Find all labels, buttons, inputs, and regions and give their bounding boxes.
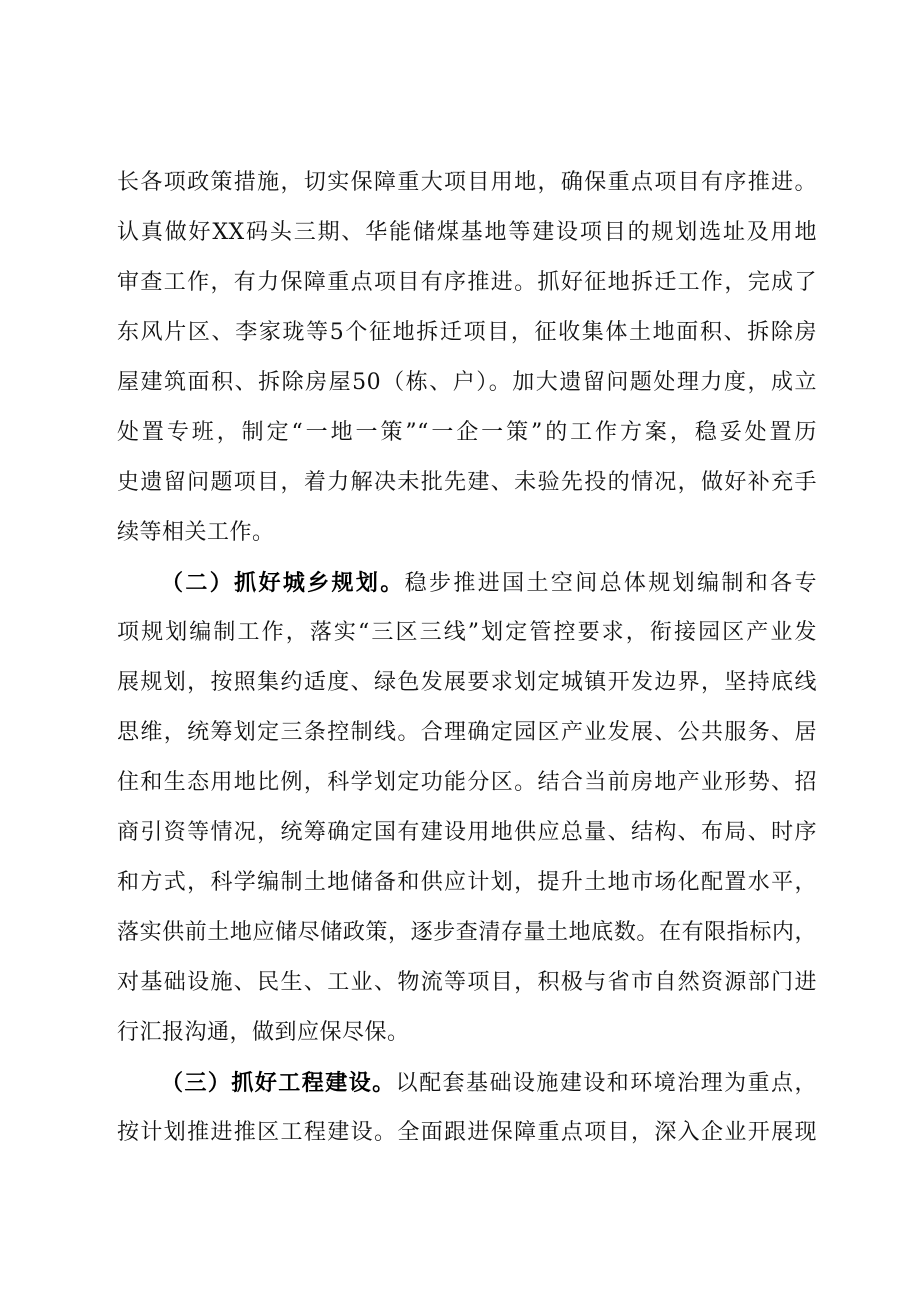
body-line: 史遗留问题项目，着力解决未批先建、未验先投的情况，做好补充手 xyxy=(117,470,817,495)
body-line: 行汇报沟通，做到应保尽保。 xyxy=(117,1020,410,1045)
body-line: 审查工作，有力保障重点项目有序推进。抓好征地拆迁工作，完成了 xyxy=(117,270,817,295)
body-line: 商引资等情况，统筹确定国有建设用地供应总量、结构、布局、时序 xyxy=(117,820,817,845)
section-3-first-line xyxy=(161,1061,817,1105)
section-3-first-line-text: 以配套基础设施建设和环境治理为重点， xyxy=(395,1071,817,1096)
body-line: 处置专班，制定“一地一策”“一企一策”的工作方案，稳妥处置历 xyxy=(117,420,817,445)
body-line: 按计划推进推区工程建设。全面跟进保障重点项目，深入企业开展现 xyxy=(117,1120,817,1145)
body-line: 东风片区、李家珑等5个征地拆迁项目，征收集体土地面积、拆除房 xyxy=(117,320,817,345)
body-line: 展规划，按照集约适度、绿色发展要求划定城镇开发边界，坚持底线 xyxy=(117,670,817,695)
body-line: 续等相关工作。 xyxy=(117,520,275,545)
body-line: 屋建筑面积、拆除房屋50（栋、户）。加大遗留问题处理力度，成立 xyxy=(117,370,817,395)
section-3-heading: （三）抓好工程建设。 xyxy=(161,1070,396,1096)
body-line: 项规划编制工作，落实“三区三线”划定管控要求，衔接园区产业发 xyxy=(117,620,817,645)
body-line: 住和生态用地比例，科学划定功能分区。结合当前房地产业形势、招 xyxy=(117,770,817,795)
section-2-heading: （二）抓好城乡规划。 xyxy=(161,570,405,596)
section-2-first-line-text: 稳步推进国土空间总体规划编制和各专 xyxy=(404,571,817,596)
body-line: 落实供前土地应储尽储政策，逐步查清存量土地底数。在有限指标内， xyxy=(117,920,817,945)
body-line: 对基础设施、民生、工业、物流等项目，积极与省市自然资源部门进 xyxy=(117,970,817,995)
body-line: 和方式，科学编制土地储备和供应计划，提升土地市场化配置水平， xyxy=(117,870,817,895)
section-2-first-line xyxy=(161,561,817,605)
body-line: 认真做好XX码头三期、华能储煤基地等建设项目的规划选址及用地 xyxy=(117,220,817,245)
body-line: 长各项政策措施，切实保障重大项目用地，确保重点项目有序推进。 xyxy=(117,170,817,195)
body-line: 思维，统筹划定三条控制线。合理确定园区产业发展、公共服务、居 xyxy=(117,720,817,745)
